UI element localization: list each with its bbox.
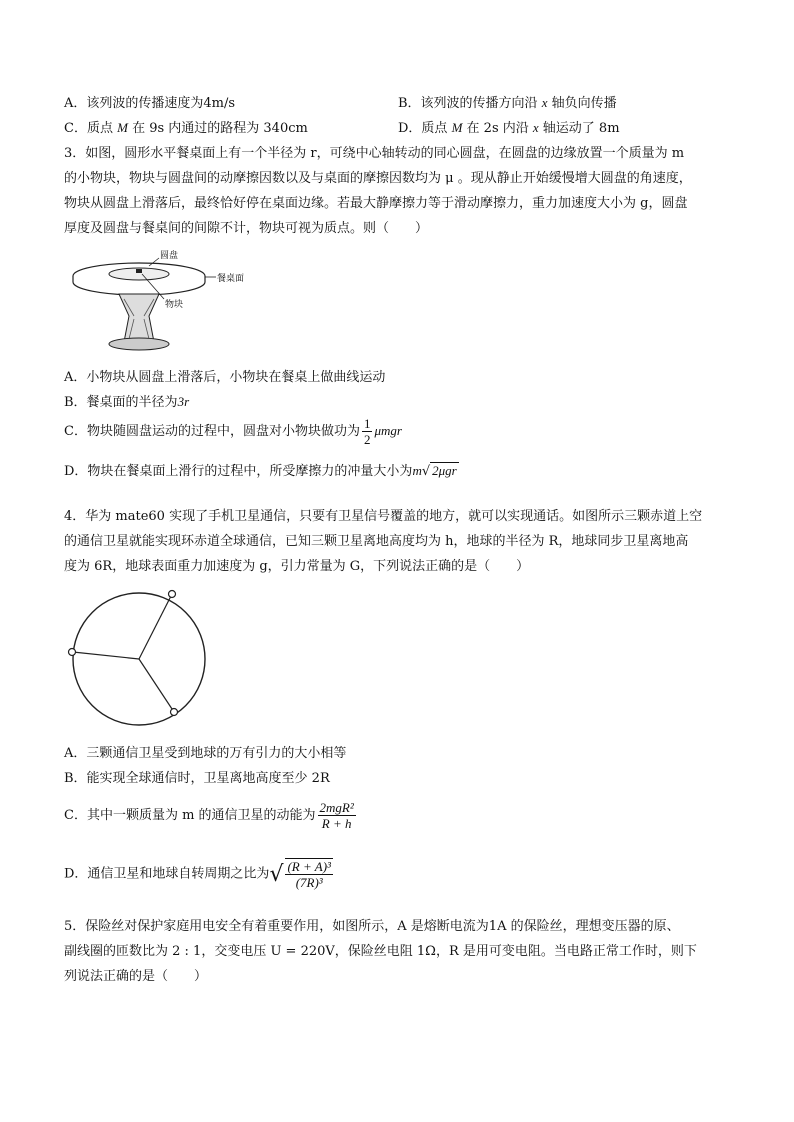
- q3-label-table: 餐桌面: [217, 274, 245, 284]
- q3-stem-line3: 物块从圆盘上滑落后，最终恰好停在桌面边缘。若最大静摩擦力等于滑动摩擦力，重力加速度大小为 g，圆盘: [64, 196, 688, 211]
- q5-stem-line3: 列说法正确的是（ ）: [64, 969, 208, 984]
- q2-option-b: B．该列波的传播方向沿 x 轴负向传播: [398, 95, 617, 111]
- q2-option-c: C．质点 M 在 9s 内通过的路程为 340cm: [64, 120, 308, 136]
- q3-stem-line4: 厚度及圆盘与餐桌间的间隙不计，物块可视为质点。则（ ）: [64, 221, 429, 236]
- q4-option-b: B．能实现全球通信时，卫星离地高度至少 2R: [64, 771, 330, 786]
- fraction: $\frac{\text{(R + A)³}}{\text{(7R)³}}$: [287, 859, 331, 890]
- q4-stem-line3: 度为 6R，地球表面重力加速度为 g，引力常量为 G，下列说法正确的是（ ）: [64, 559, 530, 574]
- fraction: $\frac{\text{2mgR²}}{R + h}$: [319, 800, 354, 831]
- q3-label-block: 物块: [165, 300, 184, 310]
- q3-option-a: A．小物块从圆盘上滑落后，小物块在餐桌上做曲线运动: [64, 370, 386, 385]
- q3-option-d: D．物块在餐桌面上滑行的过程中，所受摩擦力的冲量大小为m√ 2μgr: [64, 463, 457, 479]
- q4-stem-line2: 的通信卫星就能实现环赤道全球通信，已知三颗卫星离地高度均为 h，地球的半径为 R，地球同步卫星离地高: [64, 534, 689, 549]
- q4-stem-line1: 4．华为 mate60 实现了手机卫星通信，只要有卫星信号覆盖的地方，就可以实现通话。如图所示三颗赤道上空: [64, 509, 703, 524]
- q2-option-a: A．该列波的传播速度为4m/s: [64, 96, 236, 111]
- fraction: $\frac{1}{2}$: [363, 416, 371, 447]
- q3-label-disc: 圆盘: [160, 251, 179, 261]
- q4-option-c: C．其中一颗质量为 m 的通信卫星的动能为 $\frac{\text{2mgR²}}{R + h}$: [64, 800, 354, 831]
- q3-option-c: C．物块随圆盘运动的过程中，圆盘对小物块做功为 $\frac{1}{2}$ μmgr: [64, 416, 402, 447]
- q4-option-d: D．通信卫星和地球自转周期之比为√ $\frac{\text{(R + A)³}}{\text{(7R)³}}$: [64, 859, 331, 890]
- sqrt-symbol: √: [269, 861, 284, 887]
- q3-stem-line1: 3．如图，圆形水平餐桌面上有一个半径为 r，可绕中心轴转动的同心圆盘，在圆盘的边缘放置一个质量为 m: [64, 146, 685, 161]
- q3-stem-line2: 的小物块，物块与圆盘间的动摩擦因数以及与桌面的摩擦因数均为 μ 。现从静止开始缓慢增大圆盘的角速度，: [64, 171, 692, 186]
- q5-stem-line2: 副线圈的匝数比为 2 : 1，交变电压 U = 220V，保险丝电阻 1Ω，R 是用可变电阻。当电路正常工作时，则下: [64, 944, 697, 959]
- q2-option-d: D．质点 M 在 2s 内沿 x 轴运动了 8m: [398, 120, 620, 136]
- sqrt-symbol: √: [421, 464, 431, 479]
- q4-option-a: A．三颗通信卫星受到地球的万有引力的大小相等: [64, 746, 347, 761]
- q5-stem-line1: 5．保险丝对保护家庭用电安全有着重要作用，如图所示，A 是熔断电流为1A 的保险丝，理想变压器的原、: [64, 919, 680, 934]
- q4-satellite-figure: [64, 586, 224, 732]
- q3-table-figure: [64, 244, 264, 356]
- q3-option-b: B．餐桌面的半径为3r: [64, 394, 190, 410]
